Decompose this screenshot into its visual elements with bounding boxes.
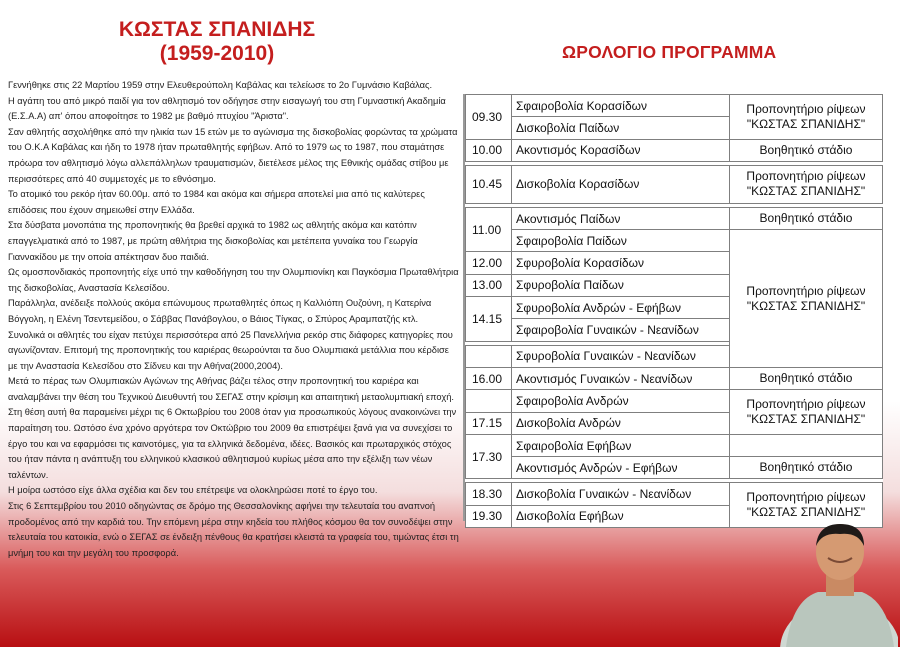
event-cell: Σφυροβολία Παίδων: [512, 274, 730, 296]
event-cell: Σφυροβολία Ανδρών - Εφήβων: [512, 297, 730, 319]
venue-line: Προπονητήριο ρίψεων: [746, 169, 866, 184]
bio-paragraph: Γεννήθηκε στις 22 Μαρτίου 1959 στην Ελευθερούπολη Καβάλας και τελείωσε το 2ο Γυμνάσιο Καβάλας.: [8, 80, 433, 90]
venue-cell: Βοηθητικό στάδιο: [730, 367, 883, 389]
time-cell: 17.15: [466, 412, 512, 434]
time-cell: 10.00: [466, 139, 512, 161]
time-cell: 19.30: [466, 505, 512, 527]
table-row: [466, 483, 883, 505]
venue-cell: [730, 483, 883, 528]
shoulders-shape: [786, 592, 894, 647]
event-cell: Ακοντισμός Ανδρών - Εφήβων: [512, 457, 730, 479]
bio-paragraph: Η αγάπη του από μικρό παιδί για τον αθλητισμό τον οδήγησε στην εισαγωγή του στη Γυμναστική Ακαδημία (Ε.Σ.Α.Α) απ' όπου αποφοίτησε το 1982 με βαθμό πτυχίου "Άριστα".: [8, 95, 446, 122]
venue-cell: [730, 390, 883, 435]
event-cell: Δισκοβολία Εφήβων: [512, 505, 730, 527]
time-cell: 16.00: [466, 367, 512, 389]
event-cell: Δισκοβολία Παίδων: [512, 117, 730, 139]
venue-line: "ΚΩΣΤΑΣ ΣΠΑΝΙΔΗΣ": [746, 412, 866, 427]
time-cell: 10.45: [466, 165, 512, 203]
event-cell: Σφαιροβολία Ανδρών: [512, 390, 730, 412]
venue-line: Προπονητήριο ρίψεων: [746, 397, 866, 412]
venue-line: Προπονητήριο ρίψεων: [746, 490, 866, 505]
bio-paragraph: Στα δύσβατα μονοπάτια της προπονητικής θα βρεθεί αρχικά το 1982 ως αθλητής ακόμα και κατόπιν επαγγελματικά από το 1987, με πρώτη αθλήτρια της δισκοβολίας και μετέπειτα γυναίκα του Γεωργία Γιαννακίδου με την οποία απέκτησαν δυο παιδιά.: [8, 220, 418, 262]
event-cell: Ακοντισμός Κορασίδων: [512, 139, 730, 161]
event-cell: Δισκοβολία Κορασίδων: [512, 165, 730, 203]
table-row: [466, 165, 883, 203]
event-cell: Σφαιροβολία Εφήβων: [512, 434, 730, 456]
time-cell: [466, 345, 512, 367]
schedule-table: [465, 94, 883, 528]
venue-line: "ΚΩΣΤΑΣ ΣΠΑΝΙΔΗΣ": [746, 298, 866, 313]
event-cell: Ακοντισμός Παίδων: [512, 207, 730, 229]
schedule-title: ΩΡΟΛΟΓΙΟ ΠΡΟΓΡΑΜΜΑ: [562, 42, 777, 62]
venue-cell: Βοηθητικό στάδιο: [730, 457, 883, 479]
bio-paragraph: Στις 6 Σεπτεμβρίου του 2010 οδηγώντας σε δρόμο της Θεσσαλονίκης αφήνει την τελευταία του αναπνοή προδομένος από την καρδιά του. Την επόμενη μέρα στην κηδεία του πλήθος κόσμου θα τον συνοδέψει στην τελευταία του κατοικία, ενώ ο ΣΕΓΑΣ σε ένδειξη πένθους θα κρατήσει κλειστά τα γραφεία του, τιμώντας έτσι τη μνήμη του και την μεγάλη του προσφορά.: [8, 501, 459, 558]
event-cell: Δισκοβολία Γυναικών - Νεανίδων: [512, 483, 730, 505]
time-cell: 18.30: [466, 483, 512, 505]
event-cell: Σφαιροβολία Γυναικών - Νεανίδων: [512, 319, 730, 341]
table-row: [466, 207, 883, 229]
venue-line: Προπονητήριο ρίψεων: [746, 283, 866, 298]
venue-line: "ΚΩΣΤΑΣ ΣΠΑΝΙΔΗΣ": [746, 505, 866, 520]
bio-paragraph: Συνολικά οι αθλητές του είχαν πετύχει περισσότερα από 25 Πανελλήνια ρεκόρ στις διάφορες κατηγορίες που αγωνίζονταν. Επιτομή της προπονητικής του καριέρας θεωρούνται τα δυο Ολυμπιακά μετάλλια που κέρδισε με την Αναστασία Κελεσίδου στο Σίδνευ και την Αθήνα(2000,2004).: [8, 329, 453, 371]
event-cell: Σφυροβολία Κορασίδων: [512, 252, 730, 274]
time-cell: 09.30: [466, 95, 512, 140]
table-row: [466, 230, 883, 252]
table-row: [466, 95, 883, 117]
person-name: ΚΩΣΤΑΣ ΣΠΑΝΙΔΗΣ: [118, 18, 316, 41]
event-cell: Σφαιροβολία Παίδων: [512, 230, 730, 252]
time-cell: 12.00: [466, 252, 512, 274]
bio-paragraph: Ως ομοσπονδιακός προπονητής είχε υπό την καθοδήγηση του την Ολυμπιονίκη και Παγκόσμια Πρωταθλήτρια της δισκοβολίας, Αναστασία Κελεσίδου.: [8, 267, 459, 293]
bio-paragraph: Παράλληλα, ανέδειξε πολλούς ακόμα επώνυμους πρωταθλητές όπως η Καλλιόπη Ουζούνη, η Κατερίνα Βόγγολη, η Ελένη Τσεντεμείδου, ο Σάββας Πανάβογλου, ο Βάιος Τίγκας, ο Σπύρος Αραμπατζής κτλ.: [8, 298, 432, 324]
venue-cell: [730, 95, 883, 140]
bio-header: [112, 18, 322, 66]
venue-line: "ΚΩΣΤΑΣ ΣΠΑΝΙΔΗΣ": [746, 116, 866, 131]
person-years: (1959-2010): [159, 42, 275, 65]
table-row: [466, 434, 883, 456]
time-cell: 17.30: [466, 434, 512, 479]
table-row: [466, 390, 883, 412]
time-cell: 11.00: [466, 207, 512, 252]
time-cell: [466, 390, 512, 412]
biography-text: [8, 78, 460, 561]
time-cell: 14.15: [466, 297, 512, 342]
venue-cell: [730, 434, 883, 456]
table-row: [466, 367, 883, 389]
venue-cell: [730, 230, 883, 368]
bio-paragraph: Το ατομικό του ρεκόρ ήταν 60.00μ. από το 1984 και ακόμα και σήμερα αποτελεί μια από τις καλύτερες επιδόσεις που έχουν σημειωθεί στην Ελλάδα.: [8, 189, 425, 215]
venue-line: Προπονητήριο ρίψεων: [746, 101, 866, 116]
table-row: [466, 457, 883, 479]
venue-cell: [730, 165, 883, 203]
time-cell: 13.00: [466, 274, 512, 296]
bio-paragraph: Η μοίρα ωστόσο είχε άλλα σχέδια και δεν του επέτρεψε να ολοκληρώσει ποτέ το έργο του.: [8, 485, 378, 496]
venue-cell: Βοηθητικό στάδιο: [730, 139, 883, 161]
bio-paragraph: Σαν αθλητής ασχολήθηκε από την ηλικία των 15 ετών με το αγώνισμα της δισκοβολίας φορώντας τα χρώματα του Ο.Κ.Α Καβάλας και ήδη το 1978 ήταν πρωταθλητής εφήβων. Από το 1979 ως το 1987, που σταμάτησε πρόωρα τον αθλητισμό λόγω αλλεπάλληλων τραυματισμών, διετέλεσε μέλος της Εθνικής ομάδας στίβου με περισσότερες από 40 συμμετοχές με το εθνόσημο.: [8, 126, 458, 184]
event-cell: Δισκοβολία Ανδρών: [512, 412, 730, 434]
event-cell: Σφυροβολία Γυναικών - Νεανίδων: [512, 345, 730, 367]
portrait-photo-icon: [778, 522, 898, 647]
venue-line: "ΚΩΣΤΑΣ ΣΠΑΝΙΔΗΣ": [746, 184, 866, 199]
event-cell: Ακοντισμός Γυναικών - Νεανίδων: [512, 367, 730, 389]
venue-cell: Βοηθητικό στάδιο: [730, 207, 883, 229]
table-row: [466, 139, 883, 161]
event-cell: Σφαιροβολία Κορασίδων: [512, 95, 730, 117]
bio-paragraph: Μετά το πέρας των Ολυμπιακών Αγώνων της Αθήνας βάζει τέλος στην προπονητική του καριέρα και αναλαμβάνει την θέση του Τεχνικού Διευθυντή του ΣΕΓΑΣ στην κρίσιμη και απαιτητική μεταολυμπιακή εποχή. Στη θέση αυτή θα παραμείνει μέχρι τις 6 Οκτωβρίου του 2008 όταν για προσωπικούς λόγους ανακοινώνει την παραίτηση του. Ωστόσο ένα χρόνο αργότερα τον Οκτώβριο του 2009 θα επιστρέψει ξανά για να συνεχίσει το έργο του και να εφαρμόσει τις καινοτόμες, για τα ελληνικά δεδομένα, ιδέες. Βασικός και πρωταρχικός στόχος του ήταν πάντα η ανάπτυξη του ελληνικού κλασικού αθλητισμού κυρίως μέσα απο την εξέλιξη των νέων ταλέντων.: [8, 376, 457, 480]
